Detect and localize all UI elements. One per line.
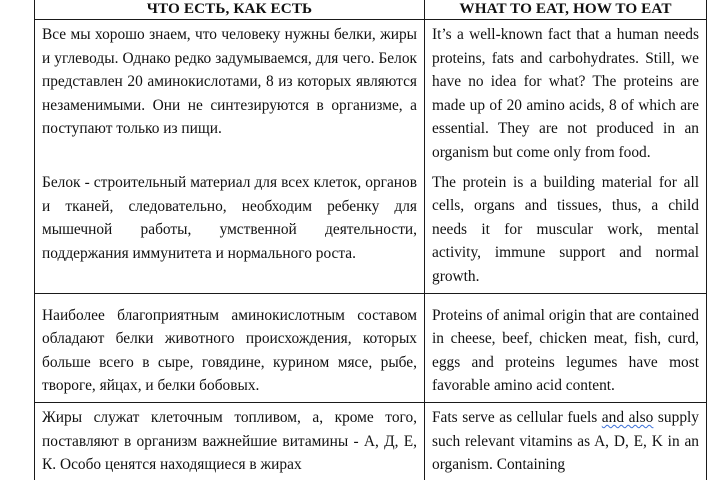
cell-english: Proteins of animal origin that are contained in cheese, beef, chicken meat, fish, curd, eggs and proteins legumes have most favorable amino acid content. — [425, 293, 707, 402]
table-row — [35, 293, 707, 402]
spellcheck-flagged-text: and also — [601, 408, 654, 426]
paragraph-ru-2: Белок - строительный материал для всех клеток, органов и тканей, следовательно, необходим ребенку для мышечной работы, умственной деятельности, поддержания иммунитета и нормального роста. — [42, 173, 417, 262]
cell-russian — [35, 20, 425, 294]
left-margin — [0, 0, 34, 480]
paragraph-ru-1: Все мы хорошо знаем, что человеку нужны белки, жиры и углеводы. Однако редко задумываемся, для чего. Белок представлен 20 аминокислотами, 8 из которых являются незаменимыми. Они не синтезируются в организме, а поступают только из пищи. — [42, 26, 417, 138]
header-english: WHAT TO EAT, HOW TO EAT — [425, 0, 707, 20]
text-segment: supply such relevant vitamins as A, D, E, K in an organism. Containing — [432, 408, 699, 474]
header-row — [35, 0, 707, 20]
cell-english — [425, 402, 707, 480]
cell-russian: Жиры служат клеточным топливом, а, кроме того, поставляют в организм важнейшие витамины - А, Д, Е, К. Особо ценятся находящиеся в жирах — [35, 402, 425, 480]
cell-english — [425, 20, 707, 294]
paragraph-gap — [42, 141, 417, 171]
table-row — [35, 402, 707, 480]
bilingual-table — [34, 0, 707, 480]
text-segment: Fats serve as cellular fuels — [432, 408, 602, 426]
paragraph-gap — [432, 165, 699, 171]
paragraph-en-2: The protein is a building material for all cells, organs and tissues, thus, a child needs it for muscular work, mental activity, immune support and normal growth. — [432, 173, 699, 285]
table-row — [35, 20, 707, 294]
paragraph-en-1: It’s a well-known fact that a human needs proteins, fats and carbohydrates. Still, we have no idea for what? The proteins are made up of 20 amino acids, 8 of which are essential. They are not produced in an organism but come only from food. — [432, 26, 699, 161]
cell-russian: Наиболее благоприятным аминокислотным составом обладают белки животного происхождения, которых больше всего в сыре, говядине, курином мясе, рыбе, твороге, яйцах, и белки бобовых. — [35, 293, 425, 402]
header-russian: ЧТО ЕСТЬ, КАК ЕСТЬ — [35, 0, 425, 20]
